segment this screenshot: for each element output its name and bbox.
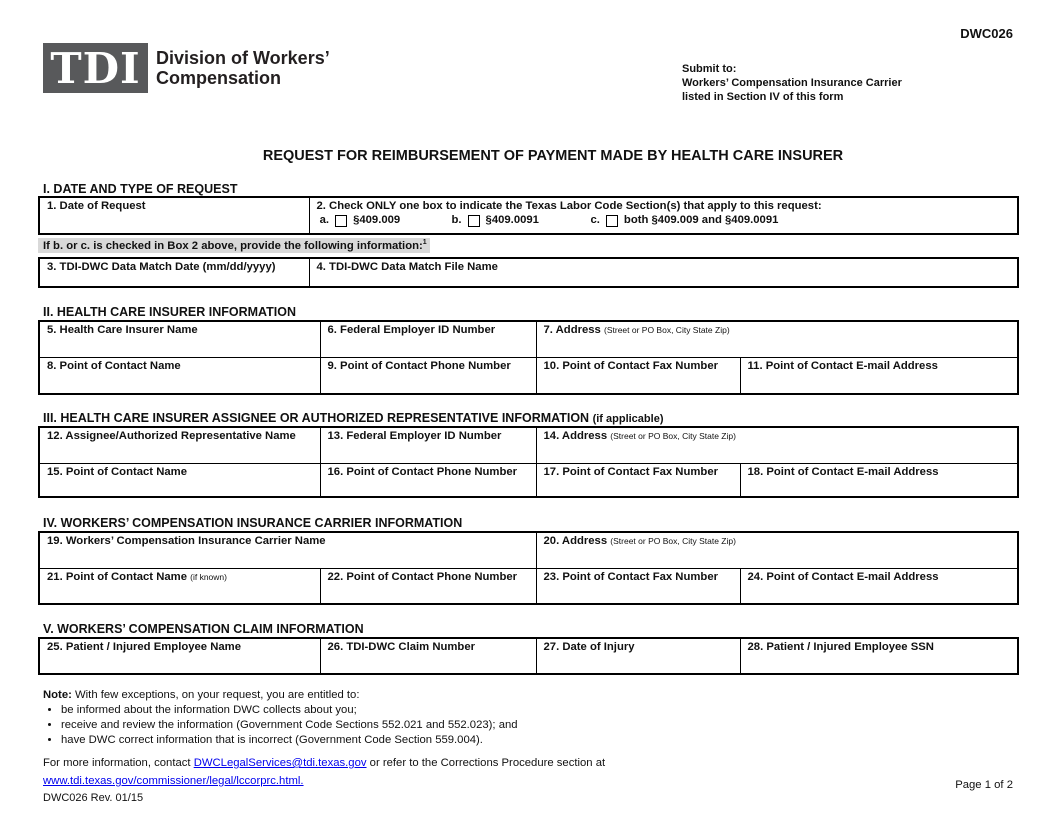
carrier-contact-email-field[interactable]	[740, 568, 1018, 604]
note-label: Note:	[43, 689, 72, 701]
field-label: 25. Patient / Injured Employee Name	[47, 641, 241, 653]
assignee-contact-name-field[interactable]	[39, 463, 320, 497]
form-title: REQUEST FOR REIMBURSEMENT OF PAYMENT MADE BY HEALTH CARE INSURER	[262, 148, 844, 164]
submit-line-2: Workers’ Compensation Insurance Carrier	[682, 77, 902, 89]
heading-qualifier: (if applicable)	[592, 413, 664, 425]
field-label: 21. Point of Contact Name	[47, 570, 187, 583]
section-1-heading: I. DATE AND TYPE OF REQUEST	[43, 182, 238, 196]
patient-name-field[interactable]	[39, 638, 320, 674]
field-label: 22. Point of Contact Phone Number	[327, 570, 518, 583]
logo-line-1: Division of Workers’	[156, 48, 330, 68]
field-label: 27. Date of Injury	[543, 641, 635, 653]
federal-employer-id-field[interactable]	[320, 321, 536, 357]
section-5-table	[38, 637, 1019, 675]
carrier-contact-name-field[interactable]	[39, 568, 320, 604]
contact-fax-field[interactable]	[536, 357, 740, 394]
field-label: 20. Address	[543, 535, 608, 547]
heading-text: III. HEALTH CARE INSURER ASSIGNEE OR AUTHORIZED REPRESENTATIVE INFORMATION	[43, 411, 590, 425]
section-3-table	[38, 426, 1019, 498]
revision-label: DWC026 Rev. 01/15	[43, 792, 144, 804]
field-label: 23. Point of Contact Fax Number	[543, 570, 718, 583]
date-of-request-field[interactable]	[39, 197, 309, 234]
instruction-text: If b. or c. is checked in Box 2 above, provide the following information:	[43, 239, 423, 252]
field-hint: (Street or PO Box, City State Zip)	[610, 431, 736, 441]
page-number: Page 1 of 2	[955, 779, 1013, 791]
field-hint: (if known)	[190, 571, 227, 582]
submit-line-3: listed in Section IV of this form	[682, 91, 844, 103]
carrier-name-field[interactable]	[39, 532, 536, 568]
assignee-name-field[interactable]	[39, 427, 320, 463]
contact-name-field[interactable]	[39, 357, 320, 394]
field-label: 7. Address	[543, 324, 601, 336]
field-label: 4. TDI-DWC Data Match File Name	[316, 261, 498, 273]
field-label: 19. Workers’ Compensation Insurance Carrier Name	[47, 535, 326, 547]
contact-phone-field[interactable]	[320, 357, 536, 394]
patient-ssn-field[interactable]	[740, 638, 1018, 674]
checkbox-both[interactable]	[606, 215, 618, 227]
data-match-instruction	[38, 238, 430, 253]
field-label: 17. Point of Contact Fax Number	[543, 465, 718, 478]
more-info	[43, 754, 605, 790]
field-label: 8. Point of Contact Name	[47, 359, 181, 372]
carrier-address-field[interactable]	[536, 532, 1018, 568]
footnote-marker: 1	[422, 239, 427, 246]
field-label: 12. Assignee/Authorized Representative Name	[47, 430, 296, 442]
privacy-note	[43, 688, 943, 748]
option-c-letter: c.	[590, 214, 600, 226]
submit-line-1: Submit to:	[682, 63, 737, 75]
more-info-prefix: For more information, contact	[43, 757, 194, 769]
submit-to-block	[682, 62, 902, 104]
note-bullet: • be informed about the information DWC collects about you;	[61, 703, 943, 718]
date-of-injury-field[interactable]	[536, 638, 740, 674]
health-care-insurer-name-field[interactable]	[39, 321, 320, 357]
contact-email-field[interactable]	[740, 357, 1018, 394]
field-label: 1. Date of Request	[47, 200, 146, 212]
field-label: 15. Point of Contact Name	[47, 465, 187, 478]
field-label: 10. Point of Contact Fax Number	[543, 359, 718, 372]
section-5-heading: V. WORKERS’ COMPENSATION CLAIM INFORMATION	[43, 622, 364, 636]
field-label: 24. Point of Contact E-mail Address	[747, 570, 939, 583]
option-a-letter: a.	[319, 214, 330, 226]
assignee-contact-fax-field[interactable]	[536, 463, 740, 497]
field-label: 13. Federal Employer ID Number	[327, 430, 502, 442]
note-intro: With few exceptions, on your request, you are entitled to:	[71, 689, 360, 701]
tdi-logo-text	[156, 48, 330, 88]
labor-code-section-field	[309, 197, 1018, 234]
section-4-heading: IV. WORKERS’ COMPENSATION INSURANCE CARRIER INFORMATION	[43, 516, 463, 530]
field-label: 28. Patient / Injured Employee SSN	[747, 641, 934, 653]
assignee-contact-phone-field[interactable]	[320, 463, 536, 497]
field-label: 6. Federal Employer ID Number	[327, 324, 496, 336]
tdi-logo	[43, 43, 330, 93]
insurer-address-field[interactable]	[536, 321, 1018, 357]
data-match-file-name-field[interactable]	[309, 258, 1018, 287]
legal-services-email-link[interactable]: DWCLegalServices@tdi.texas.gov	[193, 757, 367, 769]
note-list	[43, 703, 943, 748]
carrier-contact-fax-field[interactable]	[536, 568, 740, 604]
note-bullet: • receive and review the information (Government Code Sections 552.021 and 552.023); and	[61, 718, 943, 733]
field-label: 14. Address	[543, 430, 608, 442]
field-hint: (Street or PO Box, City State Zip)	[604, 325, 730, 335]
corrections-procedure-link[interactable]: www.tdi.texas.gov/commissioner/legal/lccorprc.html.	[43, 775, 304, 787]
field-label: 26. TDI-DWC Claim Number	[327, 641, 476, 653]
section-1-table	[38, 196, 1019, 235]
assignee-address-field[interactable]	[536, 427, 1018, 463]
field-label: 2. Check ONLY one box to indicate the Texas Labor Code Section(s) that apply to this request:	[316, 200, 822, 212]
form-code: DWC026	[960, 26, 1013, 41]
field-label: 18. Point of Contact E-mail Address	[747, 465, 939, 478]
option-c-label: both §409.009 and §409.0091	[623, 214, 779, 226]
section-2-table	[38, 320, 1019, 395]
data-match-date-field[interactable]	[39, 258, 309, 287]
section-2-heading: II. HEALTH CARE INSURER INFORMATION	[43, 305, 297, 319]
option-b-label: §409.0091	[485, 214, 539, 226]
field-label: 3. TDI-DWC Data Match Date (mm/dd/yyyy)	[47, 261, 276, 273]
logo-line-2: Compensation	[156, 68, 282, 88]
option-b-letter: b.	[451, 214, 462, 226]
data-match-table	[38, 257, 1019, 288]
field-label: 5. Health Care Insurer Name	[47, 324, 198, 336]
checkbox-409-009[interactable]	[335, 215, 347, 227]
assignee-fein-field[interactable]	[320, 427, 536, 463]
more-info-middle: or refer to the Corrections Procedure section at	[366, 757, 606, 769]
section-4-table	[38, 531, 1019, 605]
field-hint: (Street or PO Box, City State Zip)	[610, 536, 736, 546]
claim-number-field[interactable]	[320, 638, 536, 674]
section-3-heading	[43, 411, 663, 425]
field-label: 11. Point of Contact E-mail Address	[747, 359, 938, 372]
checkbox-409-0091[interactable]	[468, 215, 480, 227]
carrier-contact-phone-field[interactable]	[320, 568, 536, 604]
field-label: 9. Point of Contact Phone Number	[327, 359, 511, 372]
note-bullet: • have DWC correct information that is incorrect (Government Code Section 559.004).	[61, 733, 943, 748]
assignee-contact-email-field[interactable]	[740, 463, 1018, 497]
option-a-label: §409.009	[353, 214, 401, 226]
tdi-logo-mark: TDI	[43, 43, 148, 93]
field-label: 16. Point of Contact Phone Number	[327, 465, 518, 478]
